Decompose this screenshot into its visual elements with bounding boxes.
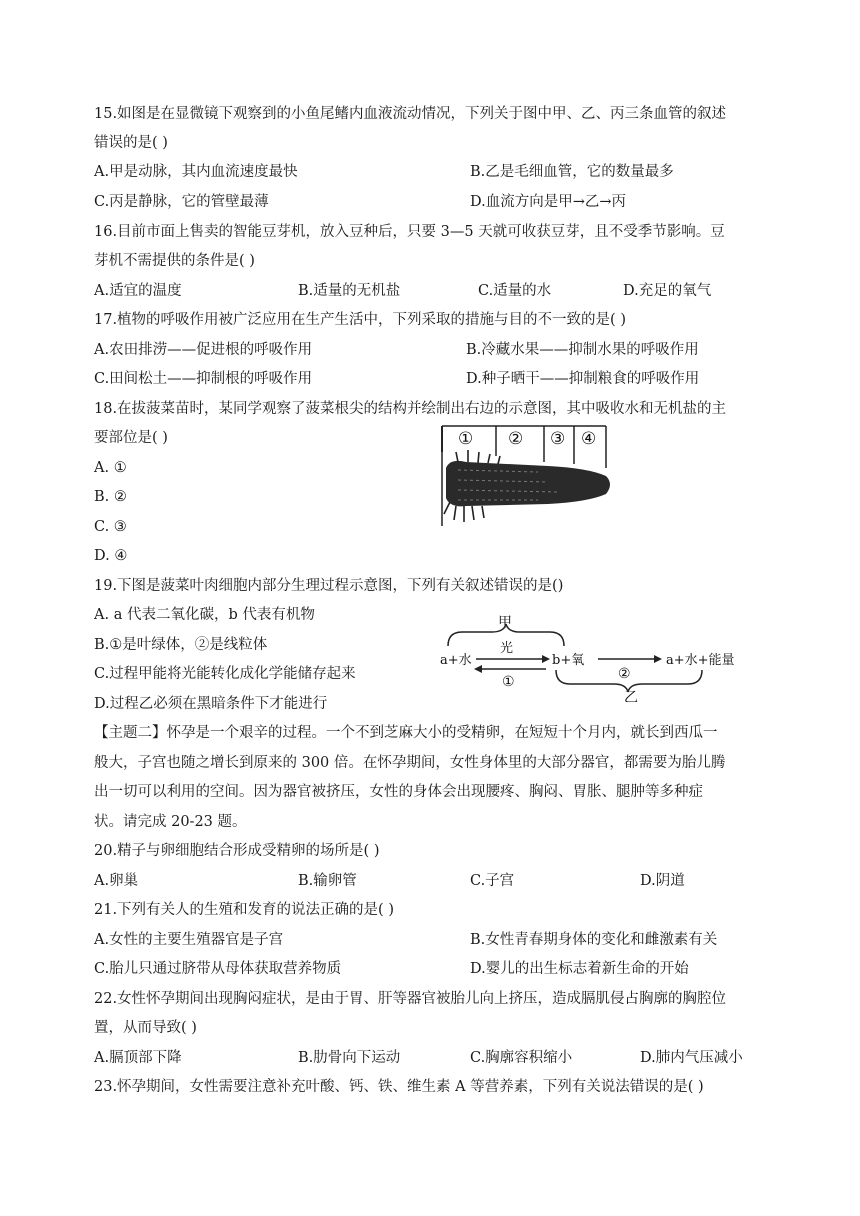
root-label-1: ① (458, 429, 474, 449)
q15-option-a: A.甲是动脉，其内血流速度最快 (94, 164, 298, 180)
theme2-line1: 【主题二】怀孕是一个艰辛的过程。一个不到芝麻大小的受精卵，在短短十个月内，就长到西瓜一 (94, 725, 718, 741)
q18-option-c: C. ③ (94, 519, 127, 535)
q15-stem-line1: 15.如图是在显微镜下观察到的小鱼尾鳍内血液流动情况，下列关于图中甲、乙、丙三条血管的叙述 (94, 106, 727, 122)
q18-option-b: B. ② (94, 489, 127, 505)
q15-option-c: C.丙是静脉，它的管壁最薄 (94, 194, 269, 210)
q20-option-c: C.子宫 (470, 873, 515, 889)
q16-stem-line2: 芽机不需提供的条件是( ) (94, 253, 255, 269)
q19-option-a: A. a 代表二氧化碳，b 代表有机物 (94, 607, 315, 623)
q16-option-a: A.适宜的温度 (94, 283, 182, 299)
q15-stem-line2: 错误的是( ) (94, 135, 168, 151)
theme2-line4: 状。请完成 20-23 题。 (94, 814, 247, 830)
q21-option-c: C.胎儿只通过脐带从母体获取营养物质 (94, 961, 342, 977)
root-tip-diagram (438, 422, 638, 532)
theme2-line3: 出一切可以利用的空间。因为器官被挤压，女性的身体会出现腰疼、胸闷、胃胀、腿肿等多种症 (94, 784, 703, 800)
q23-stem-line1: 23.怀孕期间，女性需要注意补充叶酸、钙、铁、维生素 A 等营养素，下列有关说法错误的是( ) (94, 1079, 704, 1095)
circle-2-label: ② (618, 666, 631, 682)
q22-option-c: C.胸廓容积缩小 (470, 1050, 573, 1066)
q19-option-c: C.过程甲能将光能转化成化学能储存起来 (94, 666, 356, 682)
q15-option-b: B.乙是毛细血管，它的数量最多 (470, 164, 674, 180)
q16-option-c: C.适量的水 (478, 283, 552, 299)
root-label-4: ④ (581, 429, 597, 449)
photosynthesis-respiration-diagram (438, 612, 738, 702)
q21-option-a: A.女性的主要生殖器官是子宫 (94, 932, 284, 948)
q19-option-b: B.①是叶绿体，②是线粒体 (94, 637, 268, 653)
q22-option-d: D.肺内气压减小 (640, 1050, 743, 1066)
q21-option-b: B.女性青春期身体的变化和雌激素有关 (470, 932, 718, 948)
q18-option-a: A. ① (94, 460, 127, 476)
q20-option-d: D.阴道 (640, 873, 685, 889)
q17-option-c: C.田间松土——抑制根的呼吸作用 (94, 371, 313, 387)
q20-stem-line1: 20.精子与卵细胞结合形成受精卵的场所是( ) (94, 843, 380, 859)
light-label: 光 (500, 641, 514, 656)
q18-stem-line1: 18.在拔菠菜苗时，某同学观察了菠菜根尖的结构并绘制出右边的示意图，其中吸收水和无机盐的主 (94, 401, 727, 417)
q22-option-a: A.膈顶部下降 (94, 1050, 182, 1066)
root-label-2: ② (508, 429, 524, 449)
reactants-label: a+水 (440, 653, 472, 668)
final-products-label: a+水+能量 (666, 653, 735, 668)
q17-option-a: A.农田排涝——促进根的呼吸作用 (94, 342, 313, 358)
q17-stem-line1: 17.植物的呼吸作用被广泛应用在生产生活中，下列采取的措施与目的不一致的是( ) (94, 312, 626, 328)
process-label-jia: 甲 (498, 615, 512, 631)
q21-option-d: D.婴儿的出生标志着新生命的开始 (470, 961, 689, 977)
q22-stem-line1: 22.女性怀孕期间出现胸闷症状，是由于胃、肝等器官被胎儿向上挤压，造成膈肌侵占胸廓的胸腔位 (94, 991, 727, 1007)
q20-option-a: A.卵巢 (94, 873, 139, 889)
q16-option-d: D.充足的氧气 (623, 283, 712, 299)
q17-option-b: B.冷藏水果——抑制水果的呼吸作用 (466, 342, 699, 358)
root-label-3: ③ (550, 429, 566, 449)
q16-stem-line1: 16.目前市面上售卖的智能豆芽机，放入豆种后，只要 3—5 天就可收获豆芽，且不受季节影响。豆 (94, 224, 725, 240)
q18-option-d: D. ④ (94, 548, 128, 564)
circle-1-label: ① (502, 674, 515, 690)
q19-option-d: D.过程乙必须在黑暗条件下才能进行 (94, 696, 328, 712)
q21-stem-line1: 21.下列有关人的生殖和发育的说法正确的是( ) (94, 902, 394, 918)
q22-stem-line2: 置，从而导致( ) (94, 1020, 197, 1036)
q20-option-b: B.输卵管 (298, 873, 357, 889)
q15-option-d: D.血流方向是甲→乙→丙 (470, 194, 627, 210)
q22-option-b: B.肋骨向下运动 (298, 1050, 401, 1066)
process-label-yi: 乙 (624, 690, 638, 702)
q16-option-b: B.适量的无机盐 (298, 283, 401, 299)
q18-stem-line2: 要部位是( ) (94, 430, 168, 446)
q17-option-d: D.种子晒干——抑制粮食的呼吸作用 (466, 371, 700, 387)
theme2-line2: 般大，子宫也随之增长到原来的 300 倍。在怀孕期间，女性身体里的大部分器官，都需要为胎儿腾 (94, 755, 726, 771)
q19-stem-line1: 19.下图是菠菜叶肉细胞内部分生理过程示意图，下列有关叙述错误的是() (94, 578, 564, 594)
middle-products-label: b+氧 (552, 653, 585, 668)
